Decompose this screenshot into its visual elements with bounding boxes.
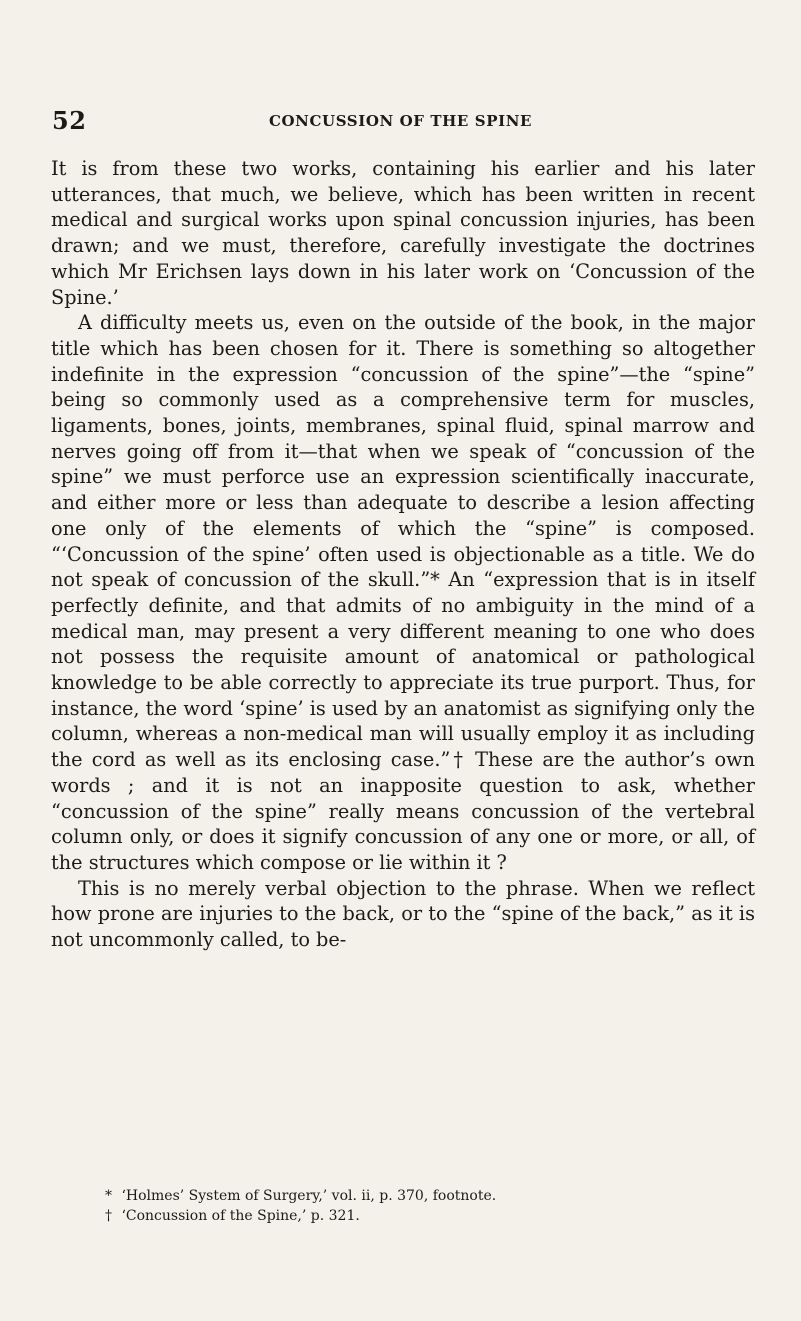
running-title: CONCUSSION OF THE SPINE bbox=[268, 112, 533, 130]
footnote bbox=[105, 1186, 745, 1206]
paragraph: This is no merely verbal objection to the phrase. When we reflect how prone are injuries to the back, or to the “spine of the back,” as it is not uncommonly called, to be- bbox=[51, 876, 755, 952]
paragraph: A difficulty meets us, even on the outside of the book, in the major title which has been chosen for it. There is something so altogether indefinite in the expression “concussion of the spine”—the “spine” being so commonly used as a comprehensive term for muscles, ligaments, bones, joints, membranes, spinal fluid, spinal marrow and nerves going off from it—that when we speak of “concussion of the spine” we must perforce use an expression scientifically inaccurate, and either more or less than adequate to describe a lesion affecting one only of the elements of which the “spine” is composed. “‘Concussion of the spine’ often used is objectionable as a title. We do not speak of concussion of the skull.”* An “expression that is in itself perfectly definite, and that admits of no ambiguity in the mind of a medical man, may present a very different meaning to one who does not possess the requisite amount of anatomical or pathological knowledge to be able correctly to appreciate its true purport. Thus, for instance, the word ‘spine’ is used by an anatomist as signifying only the column, whereas a non-medical man will usually employ it as including the cord as well as its enclosing case.”† These are the author’s own words ; and it is not an inapposite question to ask, whether “concussion of the spine” really means concussion of the vertebral column only, or does it signify concussion of any one or more, or all, of the structures which compose or lie within it ? bbox=[51, 311, 755, 874]
footnote-text: ‘Concussion of the Spine,’ p. 321. bbox=[121, 1208, 360, 1224]
paragraph: It is from these two works, containing his earlier and his later utterances, that much, we believe, which has been written in recent medical and surgical works upon spinal concussion injuries, has been drawn; and we must, therefore, carefully investigate the doctrines which Mr Erichsen lays down in his later work on ‘Concussion of the Spine.’ bbox=[51, 157, 755, 309]
page-header bbox=[52, 106, 749, 142]
body-text bbox=[51, 156, 755, 953]
page-number: 52 bbox=[52, 106, 87, 135]
footnote-mark: † bbox=[105, 1208, 112, 1224]
footnote bbox=[105, 1206, 745, 1226]
footnote-text: ‘Holmes’ System of Surgery,’ vol. ii, p. 370, footnote. bbox=[121, 1188, 497, 1204]
footnotes bbox=[105, 1186, 745, 1226]
footnote-mark: * bbox=[105, 1188, 112, 1204]
